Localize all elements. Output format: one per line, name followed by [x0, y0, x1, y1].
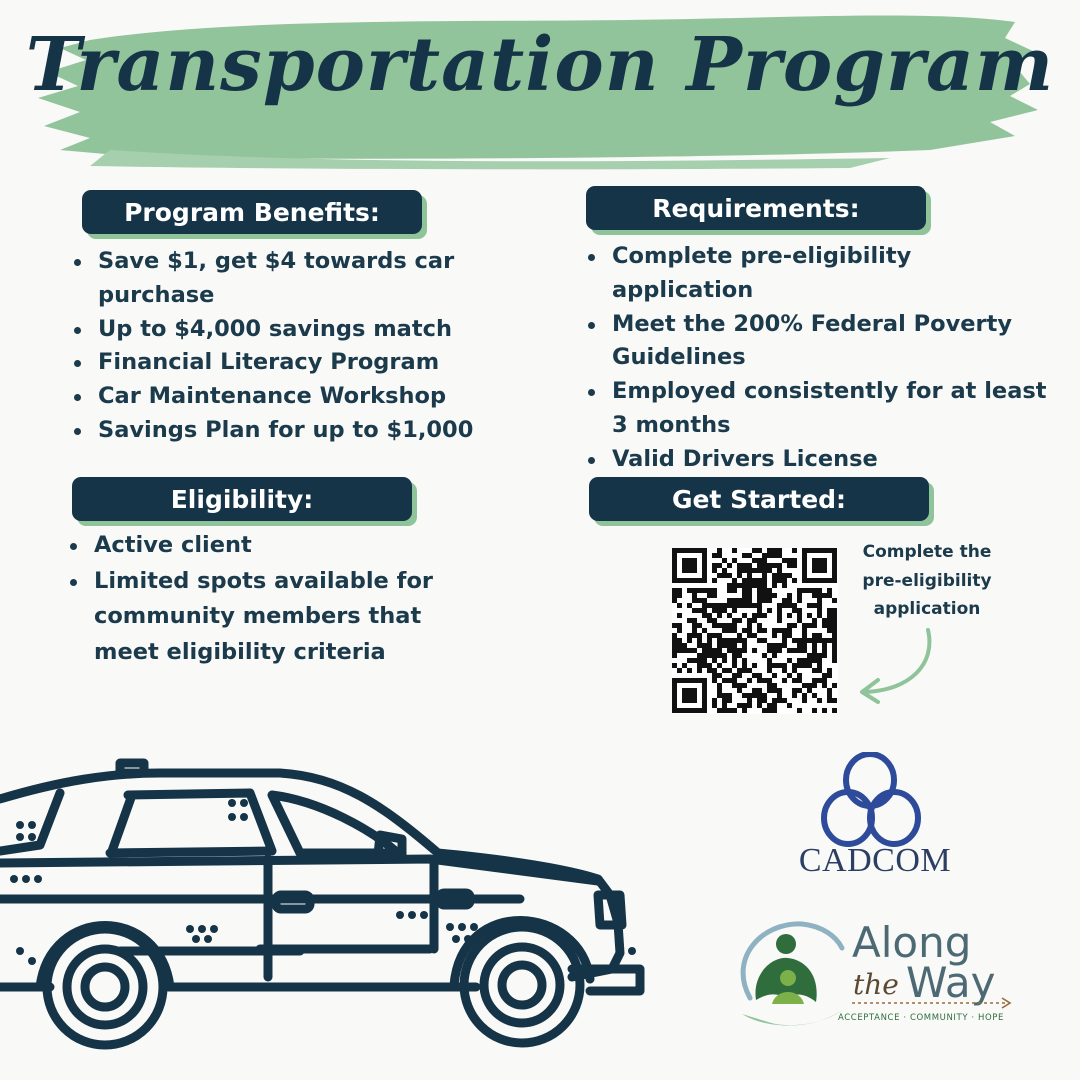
atw-tagline: ACCEPTANCE · COMMUNITY · HOPE [838, 1013, 1004, 1023]
list-item: Meet the 200% Federal Poverty Guidelines [586, 308, 1056, 376]
requirements-list [586, 240, 1056, 477]
curved-arrow-icon [850, 624, 940, 704]
along-the-way-logo [732, 918, 852, 1036]
atw-wordmark-way: Way [906, 958, 996, 1007]
list-item: Car Maintenance Workshop [72, 380, 552, 414]
car-illustration [0, 755, 650, 1055]
atw-wordmark-along: Along [852, 918, 972, 967]
requirements-heading: Requirements: [586, 186, 926, 230]
cadcom-rings-logo [810, 752, 930, 852]
cadcom-wordmark: CADCOM [798, 842, 952, 879]
qr-instruction: Complete the pre-eligibility application [862, 542, 992, 619]
atw-wordmark-the: the [853, 968, 899, 1001]
eligibility-list [68, 528, 488, 671]
list-item: Limited spots available for community members that meet eligibility criteria [68, 564, 488, 671]
list-item: Valid Drivers License [586, 443, 1056, 477]
get-started-heading: Get Started: [589, 477, 929, 521]
list-item: Financial Literacy Program [72, 346, 552, 380]
benefits-list [72, 245, 552, 448]
list-item: Save $1, get $4 towards car purchase [72, 245, 552, 313]
list-item: Savings Plan for up to $1,000 [72, 414, 552, 448]
benefits-heading: Program Benefits: [82, 190, 422, 234]
qr-code[interactable] [672, 548, 838, 714]
list-item: Active client [68, 528, 488, 564]
list-item: Complete pre-eligibility application [586, 240, 1056, 308]
page-title: Transportation Program [25, 22, 1055, 108]
atw-arrow-icon [850, 996, 1015, 1010]
list-item: Employed consistently for at least 3 months [586, 375, 1056, 443]
list-item: Up to $4,000 savings match [72, 313, 552, 347]
eligibility-heading: Eligibility: [72, 477, 412, 521]
